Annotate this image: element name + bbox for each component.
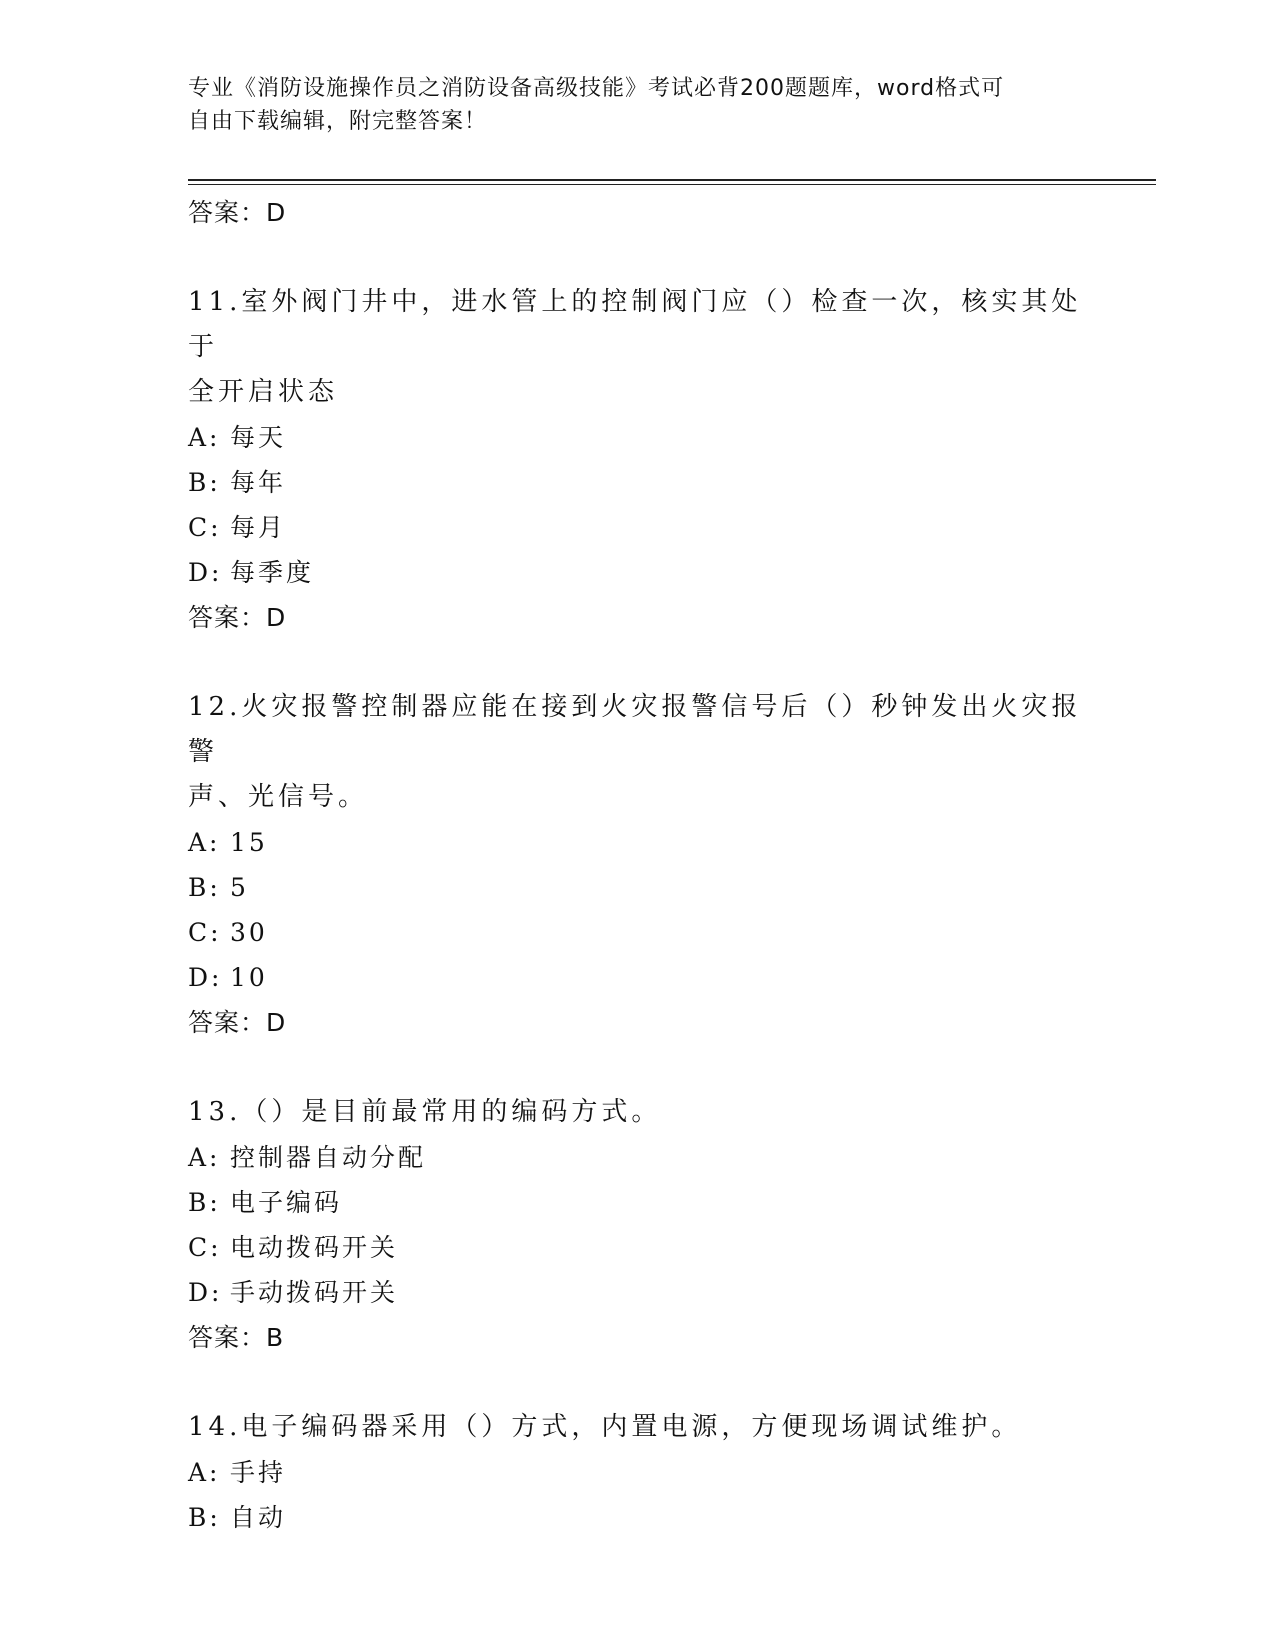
option-a — [188, 1450, 1088, 1495]
option-letter: C: — [188, 1233, 222, 1262]
option-text: 每天 — [230, 423, 287, 452]
option-b — [188, 460, 1088, 505]
spacer — [188, 641, 1088, 685]
answer-13: 答案：B — [188, 1323, 285, 1352]
option-letter: A: — [188, 828, 221, 857]
option-letter: B: — [188, 873, 221, 902]
option-letter: C: — [188, 918, 222, 947]
option-letter: A: — [188, 1143, 221, 1172]
option-c — [188, 910, 1088, 955]
question-12-text-line-2: 声、光信号。 — [188, 782, 369, 812]
option-text: 5 — [230, 873, 249, 902]
answer-12: 答案：D — [188, 1008, 287, 1037]
option-text: 电子编码 — [230, 1188, 343, 1217]
document-header — [188, 72, 1068, 138]
option-b — [188, 1180, 1088, 1225]
option-text: 自动 — [230, 1503, 287, 1532]
option-d — [188, 1270, 1088, 1315]
header-line-1: 专业《消防设施操作员之消防设备高级技能》考试必背200题题库，word格式可 — [188, 76, 1005, 101]
option-a — [188, 415, 1088, 460]
option-b — [188, 1495, 1088, 1540]
option-text: 每年 — [230, 468, 287, 497]
question-14 — [188, 1405, 1088, 1540]
header-divider-thin — [188, 184, 1156, 185]
option-letter: A: — [188, 1458, 221, 1487]
option-d — [188, 955, 1088, 1000]
option-letter: B: — [188, 1188, 221, 1217]
option-letter: D: — [188, 1278, 223, 1307]
question-13 — [188, 1090, 1088, 1361]
header-line-2: 自由下载编辑，附完整答案！ — [188, 109, 488, 134]
option-letter: B: — [188, 1503, 221, 1532]
document-body — [188, 190, 1088, 1540]
option-c — [188, 505, 1088, 550]
question-14-text-line-1: 14.电子编码器采用（）方式，内置电源，方便现场调试维护。 — [188, 1412, 1022, 1442]
answer-previous: 答案：D — [188, 198, 287, 227]
option-letter: A: — [188, 423, 221, 452]
question-12 — [188, 685, 1088, 1046]
question-11 — [188, 280, 1088, 641]
spacer — [188, 1361, 1088, 1405]
question-12-text-line-1: 12.火灾报警控制器应能在接到火灾报警信号后（）秒钟发出火灾报警 — [188, 692, 1082, 767]
option-text: 每季度 — [230, 558, 315, 587]
spacer — [188, 1046, 1088, 1090]
question-11-text-line-2: 全开启状态 — [188, 377, 339, 407]
option-text: 手持 — [230, 1458, 287, 1487]
answer-11: 答案：D — [188, 603, 287, 632]
option-a — [188, 820, 1088, 865]
question-13-text-line-1: 13.（）是目前最常用的编码方式。 — [188, 1097, 662, 1127]
option-text: 每月 — [230, 513, 287, 542]
option-text: 15 — [230, 828, 268, 857]
option-d — [188, 550, 1088, 595]
option-text: 10 — [230, 963, 268, 992]
option-text: 控制器自动分配 — [230, 1143, 427, 1172]
option-text: 手动拨码开关 — [230, 1278, 399, 1307]
option-text: 30 — [230, 918, 268, 947]
option-a — [188, 1135, 1088, 1180]
spacer — [188, 236, 1088, 280]
option-text: 电动拨码开关 — [230, 1233, 399, 1262]
header-divider-thick — [188, 179, 1156, 181]
option-letter: B: — [188, 468, 221, 497]
question-11-text-line-1: 11.室外阀门井中，进水管上的控制阀门应（）检查一次，核实其处于 — [188, 287, 1082, 362]
option-b — [188, 865, 1088, 910]
option-letter: D: — [188, 963, 223, 992]
option-letter: C: — [188, 513, 222, 542]
option-c — [188, 1225, 1088, 1270]
option-letter: D: — [188, 558, 223, 587]
